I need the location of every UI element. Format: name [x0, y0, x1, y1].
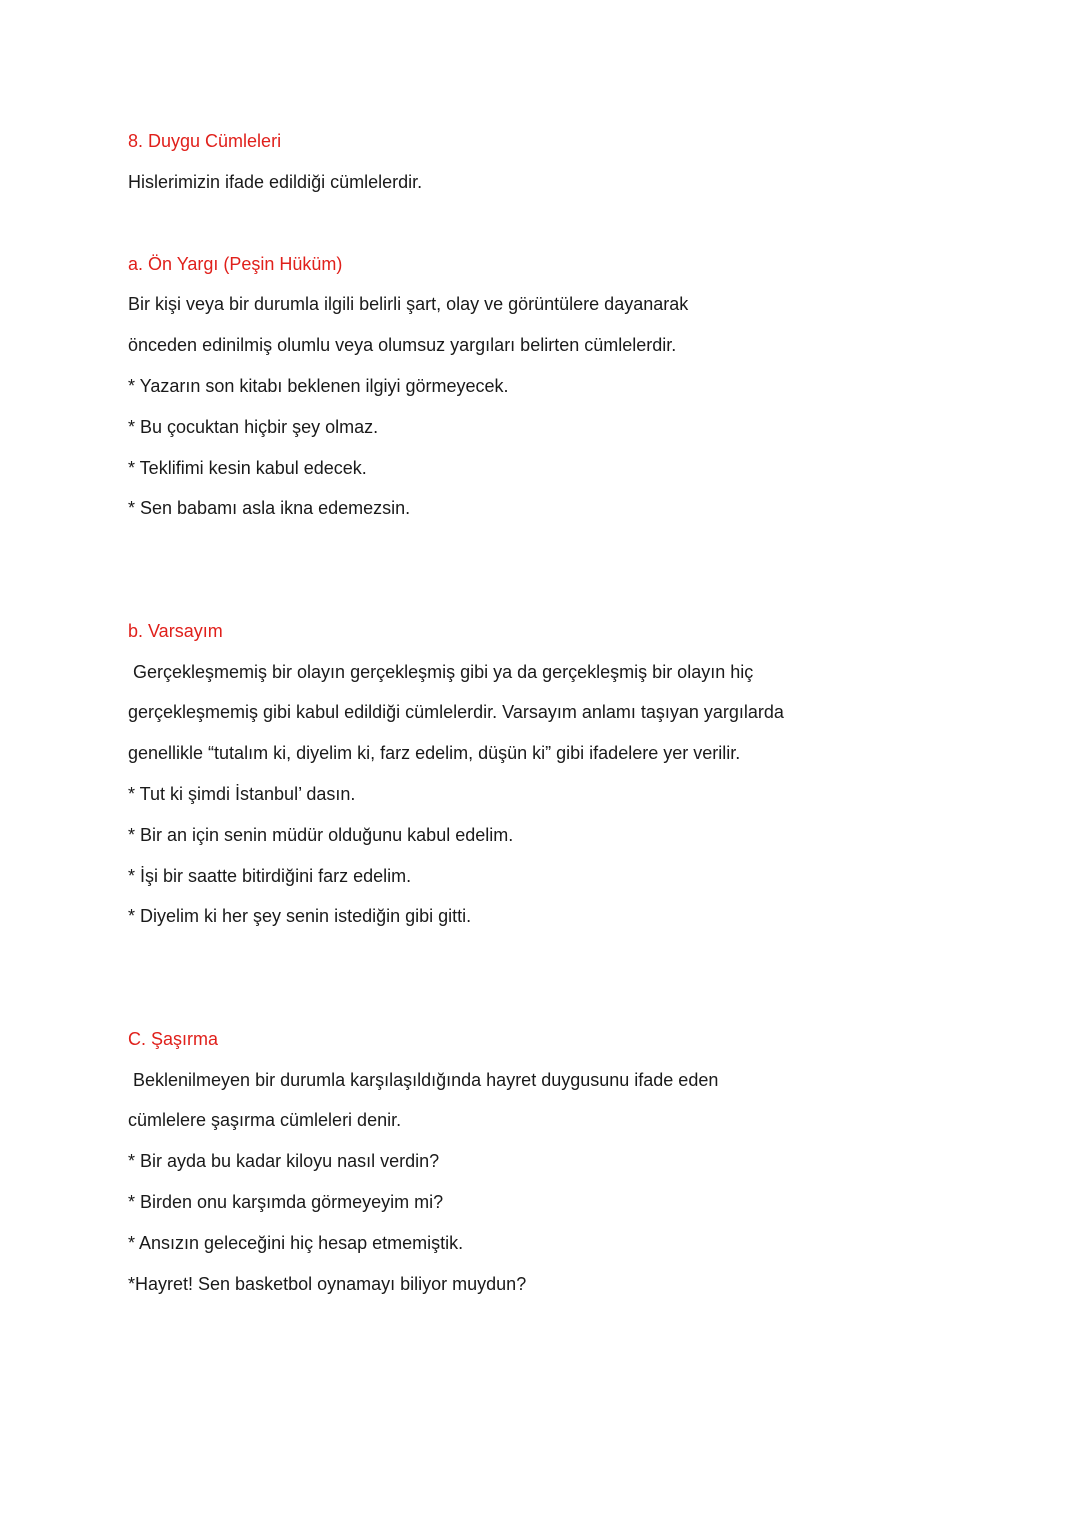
subheading-sasirma: C. Şaşırma — [128, 1029, 219, 1049]
paragraph-line: Bir kişi veya bir durumla ilgili belirli şart, olay ve görüntülere dayanarak — [128, 294, 689, 314]
example-item: * Bu çocuktan hiçbir şey olmaz. — [128, 417, 379, 437]
example-item: *Hayret! Sen basketbol oynamayı biliyor muydun? — [128, 1274, 527, 1294]
example-item: * Bir ayda bu kadar kiloyu nasıl verdin? — [128, 1151, 440, 1171]
paragraph-line: önceden edinilmiş olumlu veya olumsuz yargıları belirten cümlelerdir. — [128, 335, 677, 355]
subheading-on-yargi: a. Ön Yargı (Peşin Hüküm) — [128, 254, 343, 274]
paragraph-line: Gerçekleşmemiş bir olayın gerçekleşmiş gibi ya da gerçekleşmiş bir olayın hiç — [133, 662, 754, 682]
example-item: * Teklifimi kesin kabul edecek. — [128, 458, 367, 478]
subheading-varsayim: b. Varsayım — [128, 621, 223, 641]
example-item: * Sen babamı asla ikna edemezsin. — [128, 498, 411, 518]
example-item: * Diyelim ki her şey senin istediğin gibi gitti. — [128, 906, 472, 926]
paragraph-line: Beklenilmeyen bir durumla karşılaşıldığında hayret duygusunu ifade eden — [133, 1070, 719, 1090]
example-item: * Tut ki şimdi İstanbul’ dasın. — [128, 784, 356, 804]
example-item: * İşi bir saatte bitirdiğini farz edelim. — [128, 866, 412, 886]
example-item: * Birden onu karşımda görmeyeyim mi? — [128, 1192, 444, 1212]
section-heading-duygu-cumleleri: 8. Duygu Cümleleri — [128, 131, 282, 151]
example-item: * Yazarın son kitabı beklenen ilgiyi görmeyecek. — [128, 376, 509, 396]
example-item: * Bir an için senin müdür olduğunu kabul edelim. — [128, 825, 514, 845]
paragraph-line: genellikle “tutalım ki, diyelim ki, farz edelim, düşün ki” gibi ifadelere yer verilir. — [128, 743, 741, 763]
paragraph-line: gerçekleşmemiş gibi kabul edildiği cümlelerdir. Varsayım anlamı taşıyan yargılarda — [128, 702, 784, 722]
example-item: * Ansızın geleceğini hiç hesap etmemiştik. — [128, 1233, 464, 1253]
section-definition: Hislerimizin ifade edildiği cümlelerdir. — [128, 172, 423, 192]
paragraph-line: cümlelere şaşırma cümleleri denir. — [128, 1110, 402, 1130]
